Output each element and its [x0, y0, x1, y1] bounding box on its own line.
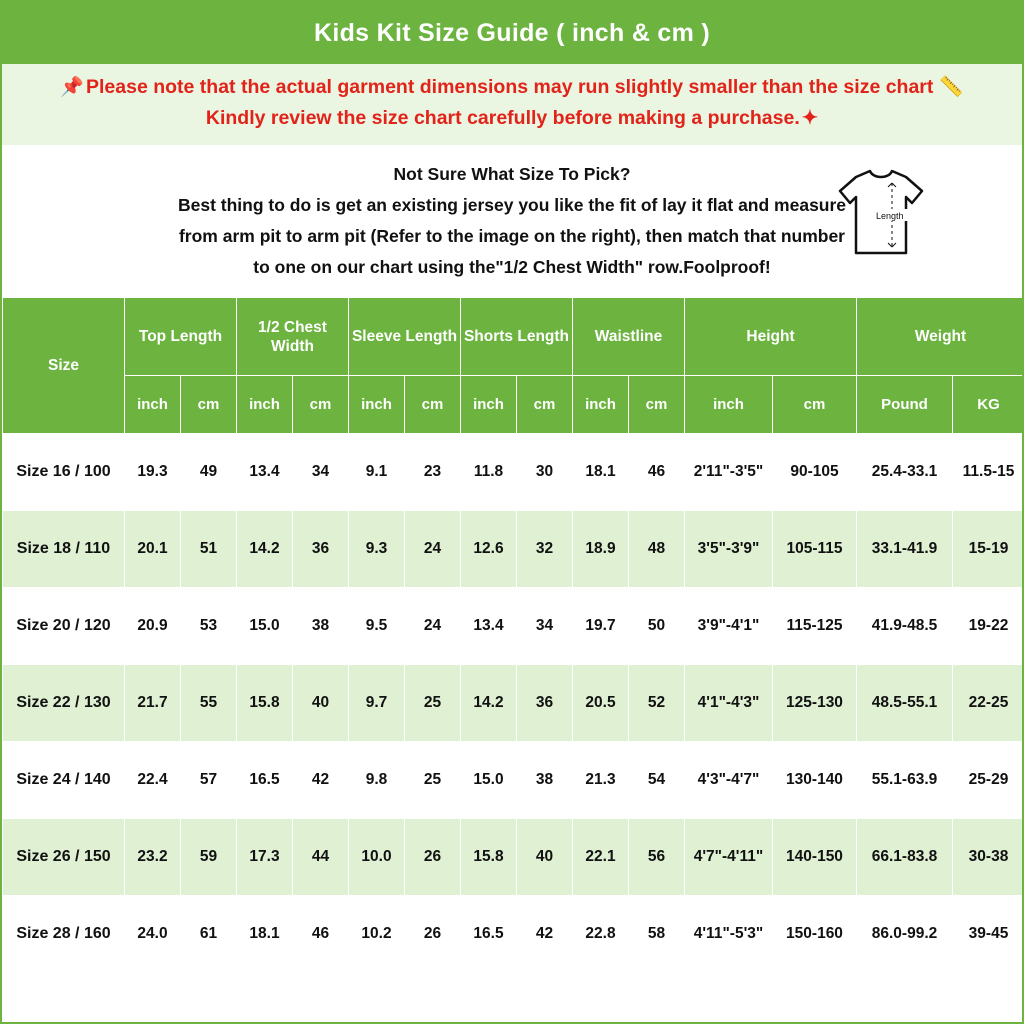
cell-value: 25.4-33.1 — [857, 434, 953, 511]
unit-header-7: inch — [461, 376, 517, 434]
table-row — [3, 511, 1024, 588]
cell-size-label: Size 24 / 140 — [3, 742, 125, 819]
table-row — [3, 588, 1024, 665]
cell-size-label: Size 18 / 110 — [3, 511, 125, 588]
cell-value: 15.8 — [237, 665, 293, 742]
cell-value: 23 — [405, 434, 461, 511]
unit-header-2: cm — [181, 376, 237, 434]
table-head-units — [3, 376, 1024, 434]
cell-value: 46 — [293, 896, 349, 973]
cell-value: 9.8 — [349, 742, 405, 819]
cell-value: 13.4 — [461, 588, 517, 665]
help-line-3: from arm pit to arm pit (Refer to the image on the right), then match that number — [178, 226, 845, 246]
help-line-1: Not Sure What Size To Pick? — [393, 164, 631, 184]
table-row — [3, 434, 1024, 511]
table-row — [3, 819, 1024, 896]
unit-header-9: inch — [573, 376, 629, 434]
unit-header-12: cm — [773, 376, 857, 434]
cell-value: 9.7 — [349, 665, 405, 742]
cell-value: 11.5-15 — [953, 434, 1024, 511]
cell-value: 90-105 — [773, 434, 857, 511]
table-row — [3, 896, 1024, 973]
cell-value: 36 — [517, 665, 573, 742]
cell-value: 2'11"-3'5" — [685, 434, 773, 511]
cell-value: 16.5 — [237, 742, 293, 819]
cell-value: 53 — [181, 588, 237, 665]
note-band — [2, 64, 1022, 145]
cell-value: 19.7 — [573, 588, 629, 665]
cell-value: 14.2 — [237, 511, 293, 588]
note-text-2: Kindly review the size chart carefully before making a purchase. — [205, 107, 800, 129]
cell-value: 22-25 — [953, 665, 1024, 742]
cell-value: 15.8 — [461, 819, 517, 896]
cell-value: 49 — [181, 434, 237, 511]
cell-value: 18.9 — [573, 511, 629, 588]
cell-value: 42 — [517, 896, 573, 973]
cell-value: 14.2 — [461, 665, 517, 742]
pushpin-icon: 📌 — [60, 77, 84, 98]
cell-value: 10.0 — [349, 819, 405, 896]
cell-value: 50 — [629, 588, 685, 665]
cell-value: 25 — [405, 665, 461, 742]
unit-header-13: Pound — [857, 376, 953, 434]
col-header-size: Size — [3, 298, 125, 434]
unit-header-14: KG — [953, 376, 1024, 434]
cell-value: 38 — [517, 742, 573, 819]
cell-value: 140-150 — [773, 819, 857, 896]
cell-value: 15-19 — [953, 511, 1024, 588]
cell-value: 20.9 — [125, 588, 181, 665]
cell-value: 66.1-83.8 — [857, 819, 953, 896]
col-header-top-length: Top Length — [125, 298, 237, 376]
cell-value: 18.1 — [573, 434, 629, 511]
cell-value: 48.5-55.1 — [857, 665, 953, 742]
cell-value: 9.1 — [349, 434, 405, 511]
sparkles-icon: ✦ — [801, 107, 819, 129]
cell-size-label: Size 22 / 130 — [3, 665, 125, 742]
help-line-2: Best thing to do is get an existing jersey you like the fit of lay it flat and measure — [177, 195, 847, 215]
cell-value: 16.5 — [461, 896, 517, 973]
cell-value: 56 — [629, 819, 685, 896]
cell-value: 34 — [517, 588, 573, 665]
cell-value: 3'5"-3'9" — [685, 511, 773, 588]
cell-value: 42 — [293, 742, 349, 819]
unit-header-3: inch — [237, 376, 293, 434]
cell-value: 17.3 — [237, 819, 293, 896]
cell-value: 26 — [405, 819, 461, 896]
cell-value: 24 — [405, 588, 461, 665]
table-body — [3, 434, 1024, 973]
tshirt-length-label: Length — [876, 211, 904, 221]
col-header-height: Height — [685, 298, 857, 376]
cell-size-label: Size 20 / 120 — [3, 588, 125, 665]
cell-size-label: Size 16 / 100 — [3, 434, 125, 511]
note-line-1 — [12, 72, 1012, 103]
cell-value: 3'9"-4'1" — [685, 588, 773, 665]
cell-value: 33.1-41.9 — [857, 511, 953, 588]
cell-value: 41.9-48.5 — [857, 588, 953, 665]
cell-value: 30 — [517, 434, 573, 511]
cell-value: 20.1 — [125, 511, 181, 588]
cell-size-label: Size 26 / 150 — [3, 819, 125, 896]
cell-value: 26 — [405, 896, 461, 973]
cell-value: 32 — [517, 511, 573, 588]
cell-value: 15.0 — [461, 742, 517, 819]
cell-value: 59 — [181, 819, 237, 896]
cell-value: 36 — [293, 511, 349, 588]
size-chart-table — [2, 297, 1024, 973]
cell-value: 4'3"-4'7" — [685, 742, 773, 819]
unit-header-5: inch — [349, 376, 405, 434]
page-title: Kids Kit Size Guide ( inch & cm ) — [313, 18, 711, 47]
col-header-half-chest-width: 1/2 Chest Width — [237, 298, 349, 376]
unit-header-4: cm — [293, 376, 349, 434]
cell-value: 9.5 — [349, 588, 405, 665]
cell-value: 13.4 — [237, 434, 293, 511]
unit-header-6: cm — [405, 376, 461, 434]
cell-value: 4'11"-5'3" — [685, 896, 773, 973]
note-line-2 — [12, 103, 1012, 133]
table-head-groups — [3, 298, 1024, 376]
cell-value: 23.2 — [125, 819, 181, 896]
cell-value: 19.3 — [125, 434, 181, 511]
cell-value: 22.4 — [125, 742, 181, 819]
help-section — [2, 145, 1022, 297]
cell-value: 38 — [293, 588, 349, 665]
cell-value: 44 — [293, 819, 349, 896]
cell-value: 11.8 — [461, 434, 517, 511]
cell-size-label: Size 28 / 160 — [3, 896, 125, 973]
cell-value: 48 — [629, 511, 685, 588]
title-bar — [2, 2, 1022, 64]
cell-value: 46 — [629, 434, 685, 511]
cell-value: 54 — [629, 742, 685, 819]
help-line-4: to one on our chart using the"1/2 Chest Width" row.Foolproof! — [253, 257, 771, 277]
cell-value: 57 — [181, 742, 237, 819]
cell-value: 58 — [629, 896, 685, 973]
tshirt-diagram-icon — [826, 161, 936, 271]
cell-value: 4'7"-4'11" — [685, 819, 773, 896]
table-row — [3, 742, 1024, 819]
cell-value: 130-140 — [773, 742, 857, 819]
cell-value: 105-115 — [773, 511, 857, 588]
unit-header-10: cm — [629, 376, 685, 434]
note-text-1: Please note that the actual garment dimensions may run slightly smaller than the size chart — [85, 76, 934, 98]
cell-value: 15.0 — [237, 588, 293, 665]
cell-value: 10.2 — [349, 896, 405, 973]
cell-value: 55.1-63.9 — [857, 742, 953, 819]
unit-header-8: cm — [517, 376, 573, 434]
cell-value: 25-29 — [953, 742, 1024, 819]
cell-value: 86.0-99.2 — [857, 896, 953, 973]
table-head — [3, 298, 1024, 434]
cell-value: 150-160 — [773, 896, 857, 973]
cell-value: 24.0 — [125, 896, 181, 973]
cell-value: 55 — [181, 665, 237, 742]
cell-value: 115-125 — [773, 588, 857, 665]
col-header-weight: Weight — [857, 298, 1024, 376]
cell-value: 4'1"-4'3" — [685, 665, 773, 742]
cell-value: 21.7 — [125, 665, 181, 742]
cell-value: 22.1 — [573, 819, 629, 896]
unit-header-1: inch — [125, 376, 181, 434]
cell-value: 12.6 — [461, 511, 517, 588]
cell-value: 52 — [629, 665, 685, 742]
cell-value: 61 — [181, 896, 237, 973]
cell-value: 20.5 — [573, 665, 629, 742]
cell-value: 22.8 — [573, 896, 629, 973]
cell-value: 40 — [517, 819, 573, 896]
cell-value: 39-45 — [953, 896, 1024, 973]
col-header-sleeve-length: Sleeve Length — [349, 298, 461, 376]
col-header-waistline: Waistline — [573, 298, 685, 376]
cell-value: 24 — [405, 511, 461, 588]
cell-value: 51 — [181, 511, 237, 588]
unit-header-11: inch — [685, 376, 773, 434]
cell-value: 9.3 — [349, 511, 405, 588]
cell-value: 19-22 — [953, 588, 1024, 665]
cell-value: 21.3 — [573, 742, 629, 819]
cell-value: 34 — [293, 434, 349, 511]
cell-value: 40 — [293, 665, 349, 742]
col-header-shorts-length: Shorts Length — [461, 298, 573, 376]
ruler-icon: 📏 — [939, 76, 964, 98]
cell-value: 30-38 — [953, 819, 1024, 896]
table-row — [3, 665, 1024, 742]
cell-value: 18.1 — [237, 896, 293, 973]
cell-value: 125-130 — [773, 665, 857, 742]
cell-value: 25 — [405, 742, 461, 819]
